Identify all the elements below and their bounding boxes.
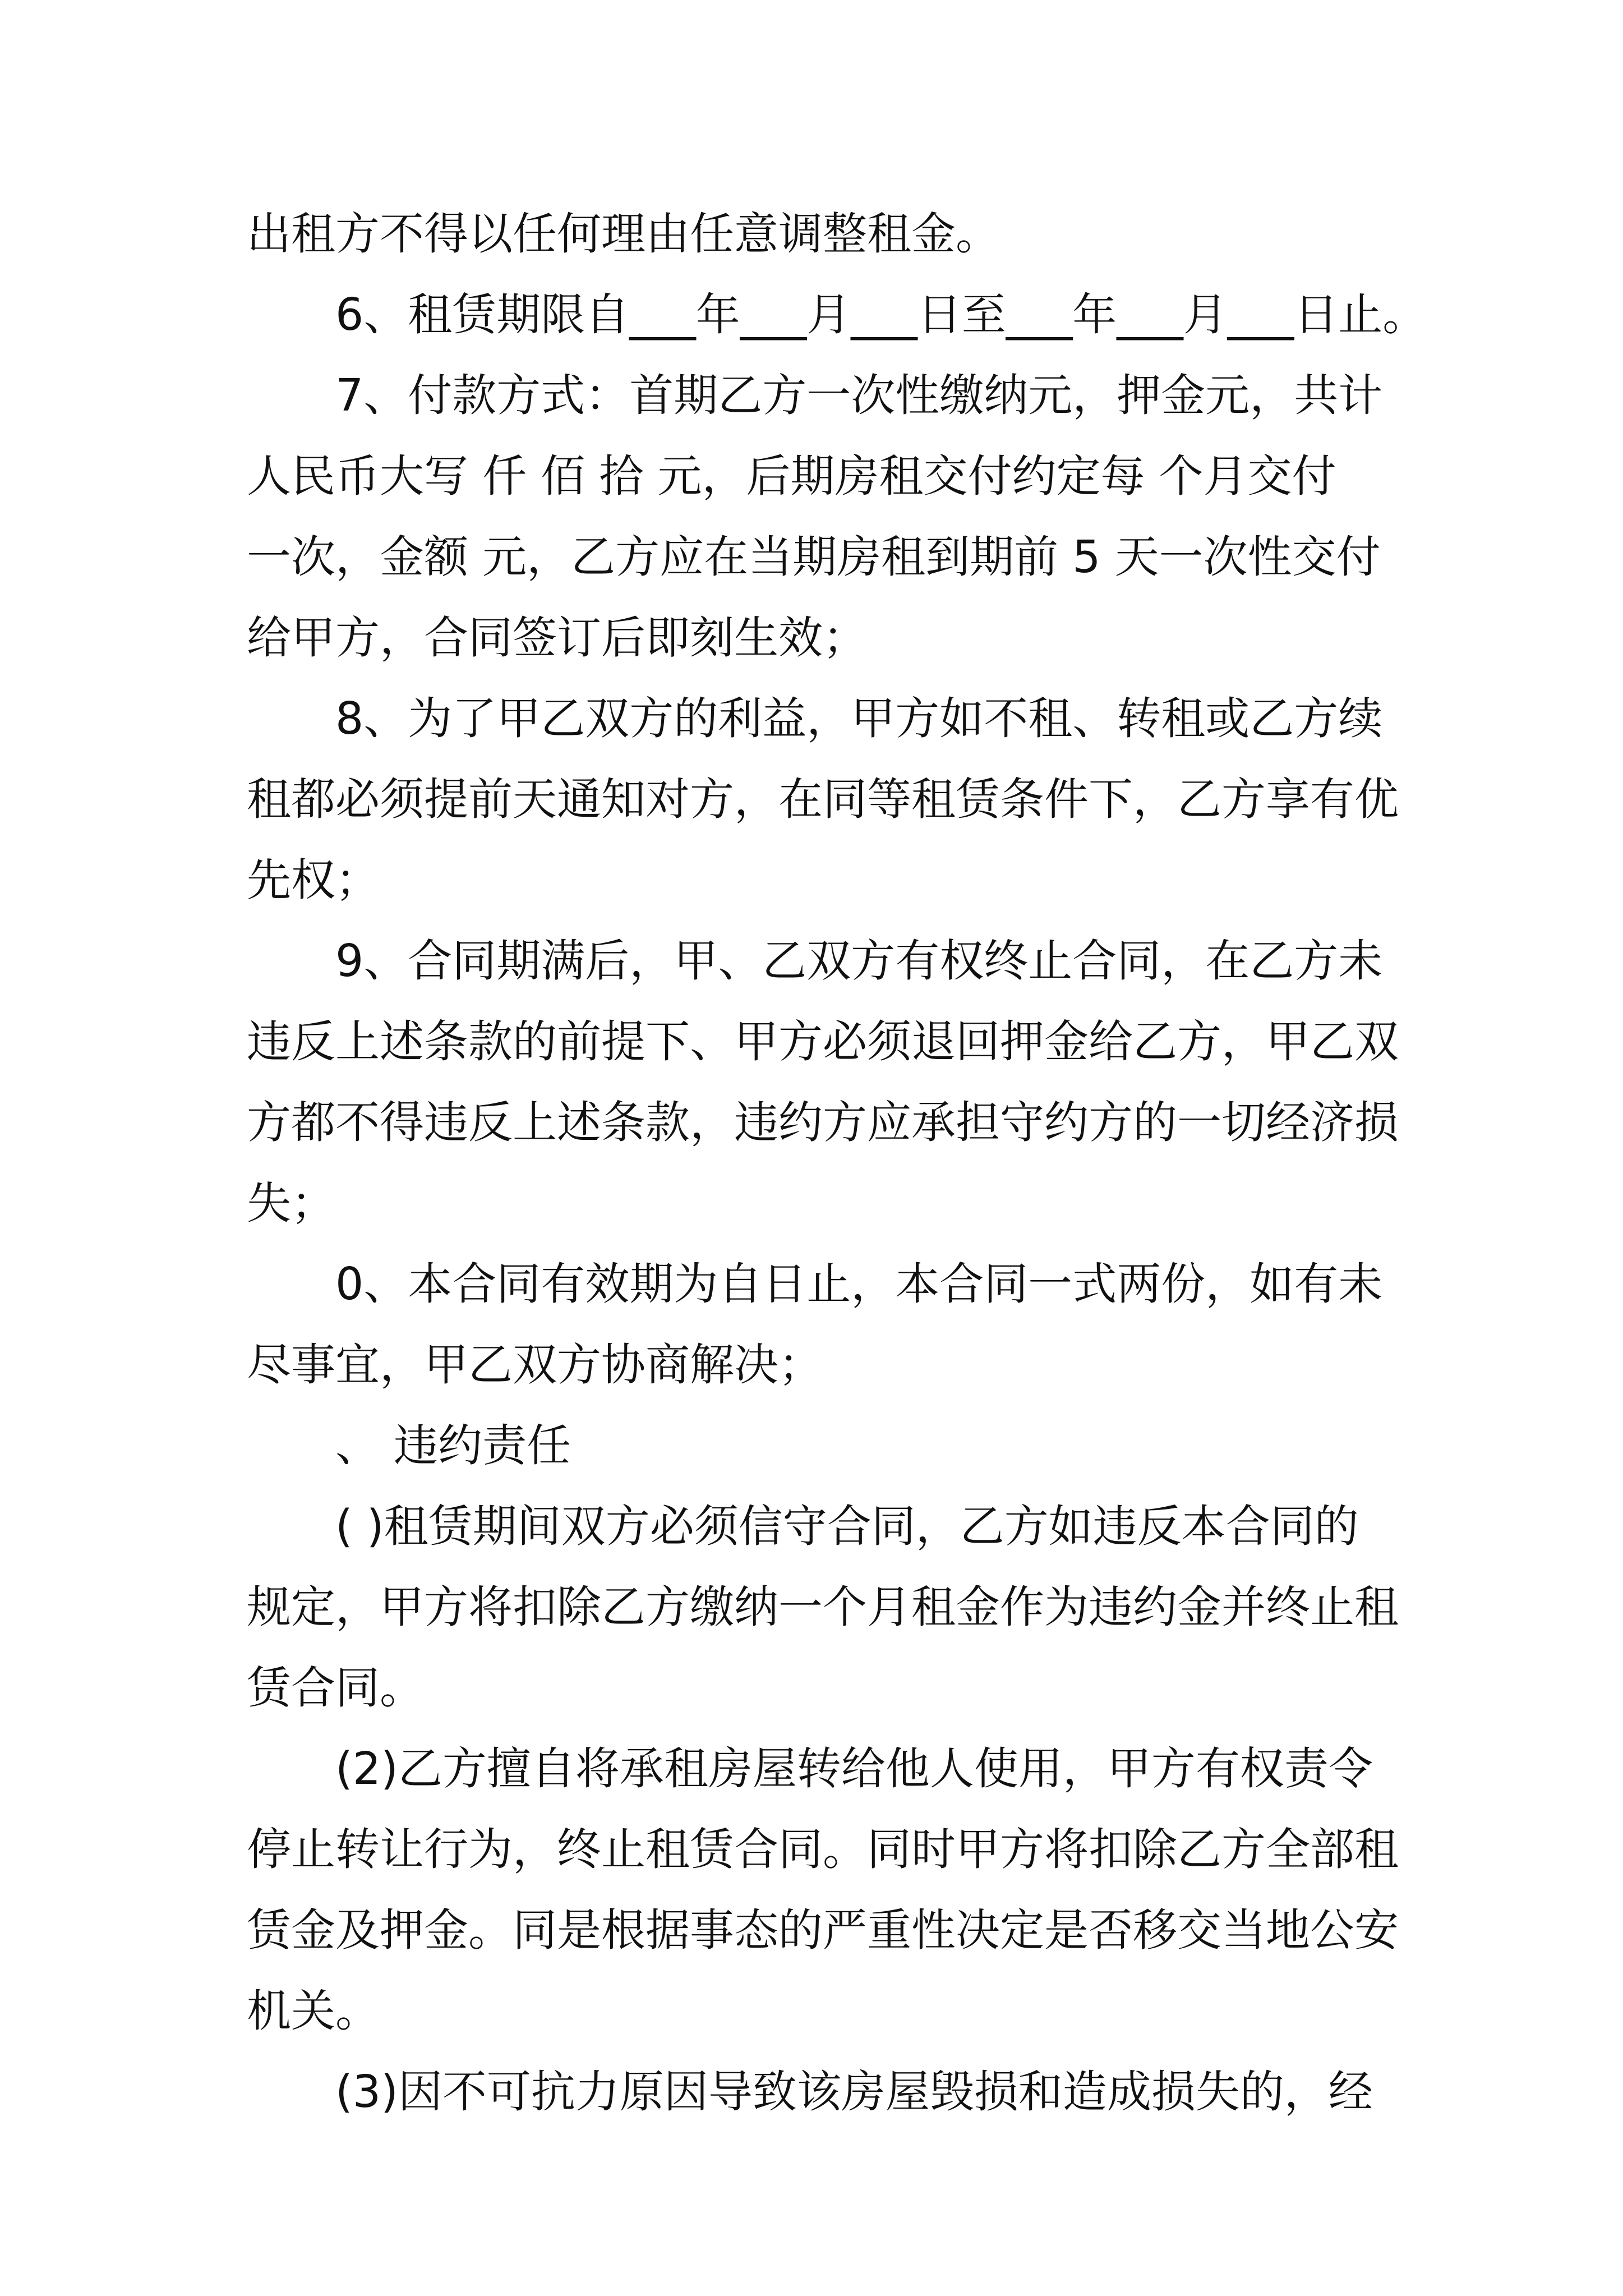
text-line: 规定，甲方将扣除乙方缴纳一个月租金作为违约金并终止租 [247, 1581, 1399, 1633]
text-line: 方都不得违反上述条款，违约方应承担守约方的一切经济损 [247, 1097, 1399, 1148]
text-line: (3)因不可抗力原因导致该房屋毁损和造成损失的，经 [335, 2066, 1373, 2118]
text-line: 赁合同。 [247, 1662, 424, 1714]
text-line: 赁金及押金。同是根据事态的严重性决定是否移交当地公安 [247, 1904, 1399, 1956]
text-line: 停止转让行为，终止租赁合同。同时甲方将扣除乙方全部租 [247, 1824, 1399, 1875]
text-line: 0、本合同有效期为自日止，本合同一式两份，如有未 [335, 1258, 1383, 1310]
text-line: ( )租赁期间双方必须信守合同，乙方如违反本合同的 [335, 1501, 1359, 1552]
text-line: 人民币大写 仟 佰 拾 元，后期房租交付约定每 个月交付 [247, 450, 1336, 502]
text-line: 9、合同期满后，甲、乙双方有权终止合同，在乙方未 [335, 935, 1383, 987]
text-line: 8、为了甲乙双方的利益，甲方如不租、转租或乙方续 [335, 693, 1383, 744]
section-heading: 、 违约责任 [335, 1420, 571, 1471]
text-line: 给甲方，合同签订后即刻生效； [247, 612, 867, 664]
text-line: 7、付款方式：首期乙方一次性缴纳元，押金元，共计 [335, 370, 1383, 421]
text-line: 先权； [247, 854, 380, 906]
text-line: 尽事宜，甲乙双方协商解决； [247, 1339, 823, 1391]
text-line: 违反上述条款的前提下、甲方必须退回押金给乙方，甲乙双 [247, 1016, 1399, 1068]
text-line: 6、租赁期限自___年___月___日至___年___月___日止。 [335, 289, 1427, 341]
text-line: 租都必须提前天通知对方，在同等租赁条件下，乙方享有优 [247, 774, 1399, 825]
text-line: 失； [247, 1177, 335, 1229]
text-line: 一次，金额 元，乙方应在当期房租到期前 5 天一次性交付 [247, 531, 1381, 583]
text-line: 机关。 [247, 1985, 380, 2037]
text-line: 出租方不得以任何理由任意调整租金。 [247, 208, 1000, 260]
text-line: (2)乙方擅自将承租房屋转给他人使用，甲方有权责令 [335, 1743, 1373, 1795]
